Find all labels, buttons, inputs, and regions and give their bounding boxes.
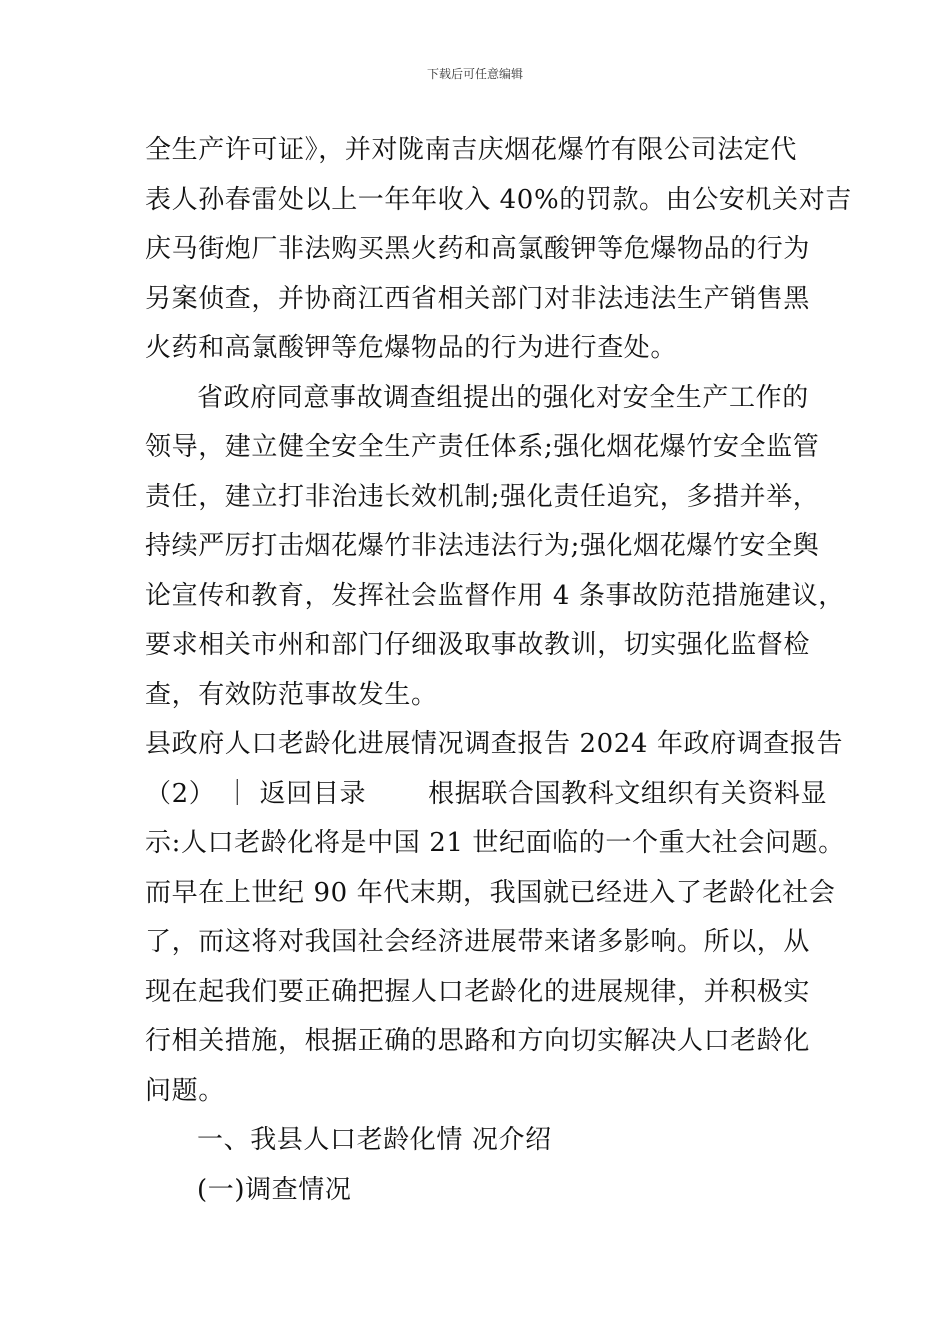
text-line: 查，有效防范事故发生。 <box>145 679 438 710</box>
text-line: 持续严厉打击烟花爆竹非法违法行为;强化烟花爆竹安全舆 <box>145 531 820 561</box>
text-line: 现在起我们要正确把握人口老龄化的进展规律，并积极实 <box>145 976 811 1007</box>
text-line: 行相关措施，根据正确的思路和方向切实解决人口老龄化 <box>145 1026 811 1056</box>
text-line: 表人孙春雷处以上一年年收入 40%的罚款。由公安机关对吉 <box>145 184 852 215</box>
text-line: 领导，建立健全安全生产责任体系;强化烟花爆竹安全监管 <box>145 432 820 462</box>
text-line: 火药和高氯酸钾等危爆物品的行为进行查处。 <box>145 333 678 363</box>
text-line: 庆马街炮厂非法购买黑火药和高氯酸钾等危爆物品的行为 <box>145 234 811 264</box>
subsection-heading: (一)调查情况 <box>197 1174 352 1205</box>
text-line: 问题。 <box>145 1075 225 1106</box>
text-line: 论宣传和教育，发挥社会监督作用 4 条事故防范措施建议， <box>145 580 845 611</box>
paragraph-start-line: 省政府同意事故调查组提出的强化对安全生产工作的 <box>197 382 809 413</box>
text-line: 示:人口老龄化将是中国 21 世纪面临的一个重大社会问题。 <box>145 828 845 858</box>
text-line: 责任，建立打非治违长效机制;强化责任追究，多措并举， <box>145 481 820 512</box>
text-line: 要求相关市州和部门仔细汲取事故教训，切实强化监督检 <box>145 630 811 660</box>
text-line: 了，而这将对我国社会经济进展带来诸多影响。所以，从 <box>145 927 811 957</box>
text-line: （2） ｜ 返回目录 根据联合国教科文组织有关资料显 <box>145 778 828 809</box>
section-heading: 一、我县人口老龄化情 况介绍 <box>197 1125 552 1155</box>
report-title-line: 县政府人口老龄化进展情况调查报告 2024 年政府调查报告 <box>145 729 844 759</box>
page-header: 下载后可任意编辑 <box>426 67 523 81</box>
document-body <box>145 126 852 1215</box>
text-line: 而早在上世纪 90 年代末期，我国就已经进入了老龄化社会 <box>145 877 836 908</box>
text-line: 另案侦查，并协商江西省相关部门对非法违法生产销售黑 <box>145 283 811 314</box>
text-line: 全生产许可证》，并对陇南吉庆烟花爆竹有限公司法定代 <box>145 135 798 165</box>
